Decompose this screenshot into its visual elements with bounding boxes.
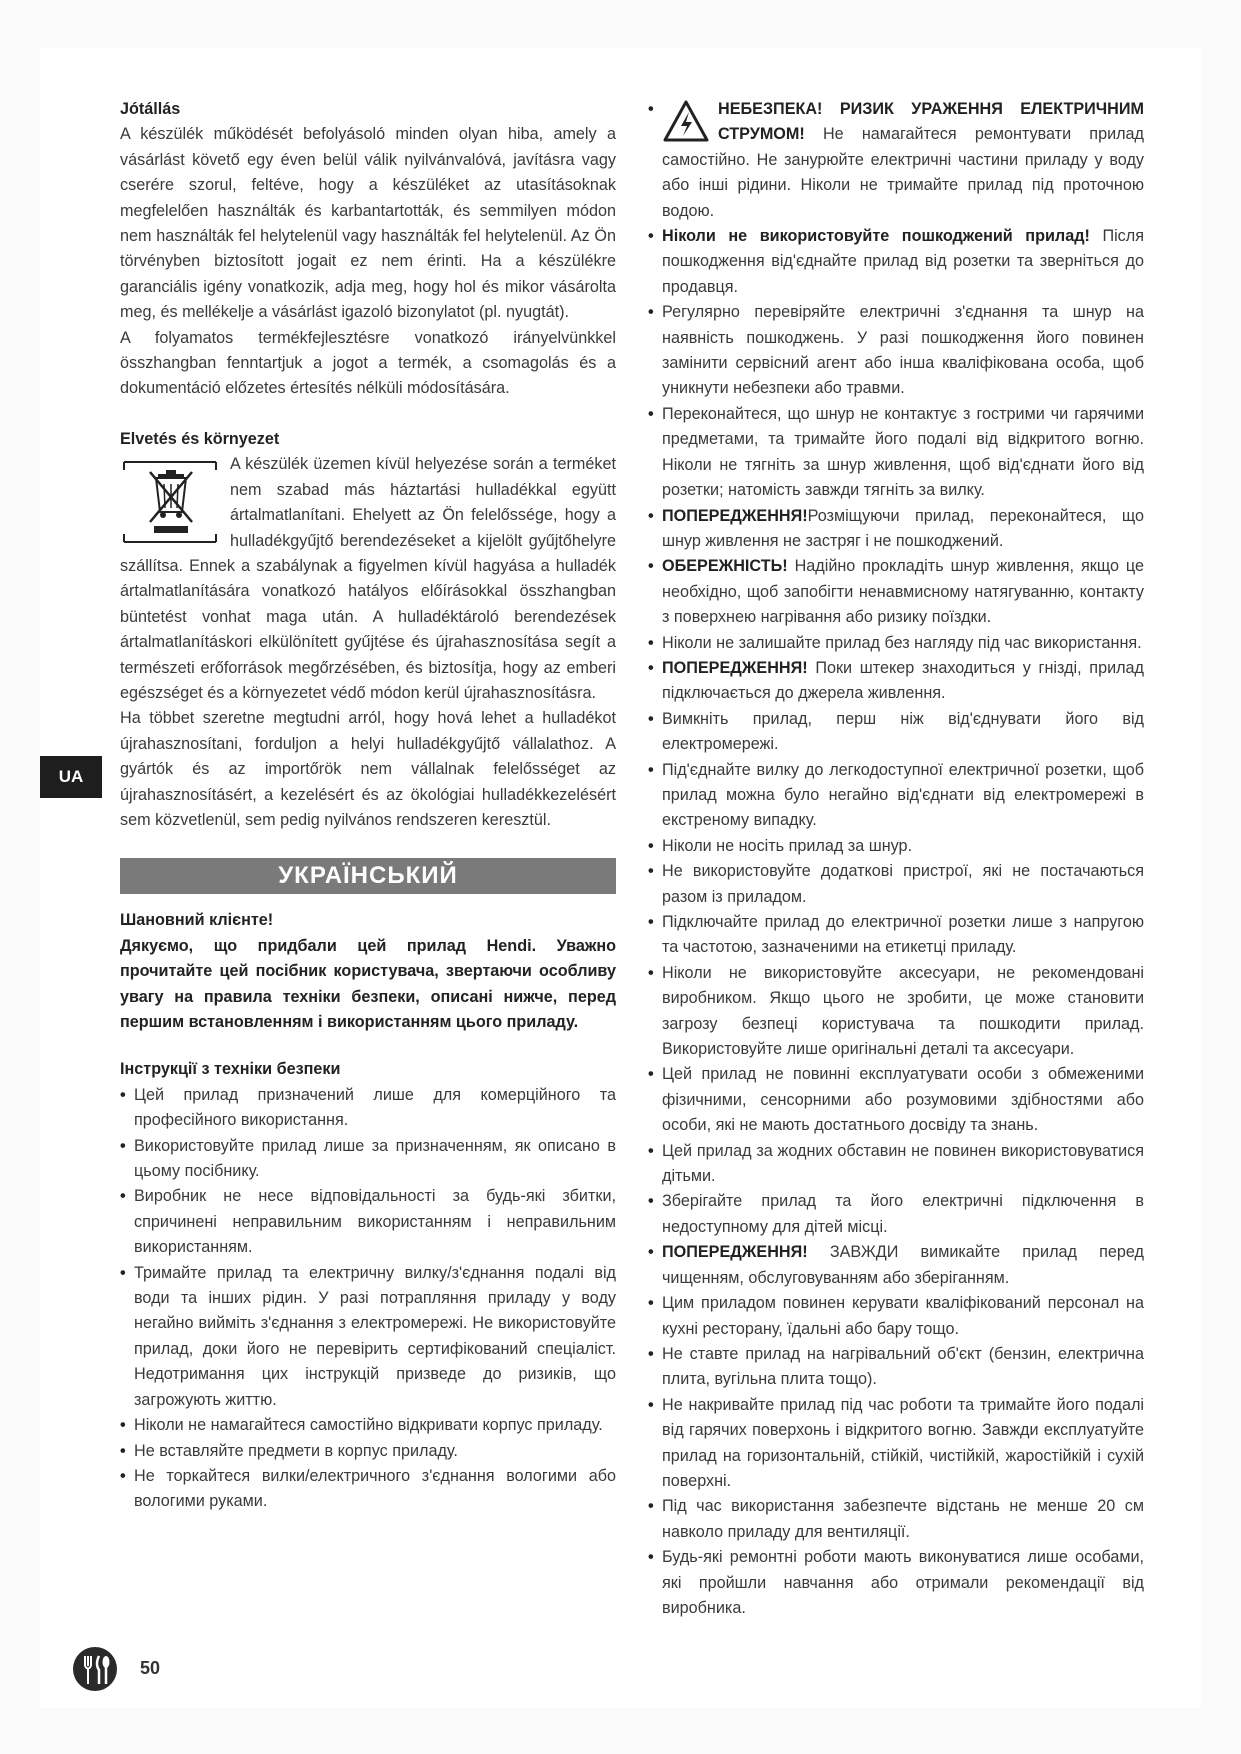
list-item: • Не вставляйте предмети в корпус приладу. — [120, 1439, 616, 1464]
item-label: ПОПЕРЕДЖЕННЯ! — [662, 658, 808, 677]
item-text: Розміщуючи прилад, переконайтеся, що шнур живлення не застряг і не пошкоджений. — [662, 506, 1144, 550]
disposal-section — [120, 452, 616, 706]
list-item — [648, 1189, 1144, 1240]
item-text: Не ставте прилад на нагрівальний об'єкт (бензин, електрична плита, вугільна плита тощо). — [662, 1344, 1144, 1389]
list-item — [648, 504, 1144, 555]
item-text: Під'єднайте вилку до легкодоступної електричної розетки, щоб прилад можна було негайно від'єднати від електромережі в екстреному випадку. — [662, 760, 1144, 830]
list-item — [648, 1291, 1144, 1342]
warranty-paragraph-1: A készülék működését befolyásoló minden olyan hiba, amely a vásárlást követő egy éven belül válik nyilvánvalóvá, javításra vagy cserére szorul, feltéve, hogy a készüléket az utasításoknak megfelelően használták és karbantartották, és semmilyen módon nem használták fel helytelenül vagy használták fel helytelenül. Az Ön törvényben biztosított jogait ez nem érinti. Ha a készülékre garanciális igény vonatkozik, adja meg, hogy hol és mikor vásárolta meg, és mellékelje a vásárlást igazoló bizonylatot (pl. nyugtát). — [120, 125, 616, 322]
page-number: 50 — [140, 1658, 161, 1678]
list-item — [648, 1139, 1144, 1190]
item-text: Поки штекер знаходиться у гнізді, прилад підключається до джерела живлення. — [662, 658, 1145, 703]
list-item: • Не торкайтеся вилки/електричного з'єднання вологими або вологими руками. — [120, 1464, 616, 1515]
danger-text: Не намагайтеся ремонтувати прилад самостійно. Не занурюйте електричні частини приладу у воду або інші рідини. Ніколи не тримайте прилад під проточною водою. — [662, 125, 1145, 220]
list-item — [648, 402, 1144, 504]
item-label: ОБЕРЕЖНІСТЬ! — [662, 557, 788, 576]
list-item — [648, 859, 1144, 910]
disposal-title: Elvetés és környezet — [120, 429, 280, 448]
list-item — [648, 758, 1144, 834]
item-text: Ніколи не залишайте прилад без нагляду під час використання. — [662, 633, 1142, 652]
item-text: Цей прилад не повинні експлуатувати особи з обмеженими фізичними, сенсорними або розумовими здібностями або особи, які не мають достатнього досвіду та знань. — [662, 1065, 1144, 1135]
safety-title: Інструкції з техніки безпеки — [120, 1060, 341, 1079]
left-safety-list — [120, 1083, 616, 1515]
list-item — [648, 1494, 1144, 1545]
cutlery-logo-icon — [72, 1646, 118, 1692]
list-item — [648, 707, 1144, 758]
item-text: Будь-які ремонтні роботи мають виконуватися лише особами, які пройшли навчання або отримали рекомендації від виробника. — [662, 1548, 1144, 1617]
list-item — [648, 1545, 1144, 1621]
item-text: Ніколи не використовуйте аксесуари, не рекомендовані виробником. Якщо цього не зробити, це може становити загрозу безпеці користувача та пошкодити прилад. Використовуйте лише оригінальні деталі та аксесуари. — [662, 963, 1144, 1059]
item-text: Цей прилад за жодних обставин не повинен використовуватися дітьми. — [662, 1141, 1144, 1186]
list-item — [648, 1342, 1144, 1393]
item-text: Під час використання забезпечте відстань не менше 20 см навколо приладу для вентиляції. — [662, 1497, 1144, 1541]
item-text: ЗАВЖДИ вимикайте прилад перед чищенням, обслуговуванням або зберіганням. — [662, 1243, 1145, 1287]
list-item: • Ніколи не намагайтеся самостійно відкривати корпус приладу. — [120, 1413, 616, 1438]
list-item — [648, 300, 1144, 402]
list-item: • Використовуйте прилад лише за призначенням, як описано в цьому посібнику. — [120, 1134, 616, 1185]
list-item: • Виробник не несе відповідальності за будь-які збитки, спричинені неправильним використанням і неправильним використанням. — [120, 1184, 616, 1260]
list-item — [648, 554, 1144, 630]
greeting: Шановний клієнте! — [120, 911, 274, 930]
warranty-title: Jótállás — [120, 100, 181, 118]
language-tab: UA — [40, 756, 102, 798]
danger-item — [648, 97, 1144, 224]
danger-label: НЕБЕЗПЕКА! РИЗИК УРАЖЕННЯ ЕЛЕКТРИЧНИМ СТРУМОМ! — [718, 100, 1144, 144]
disposal-paragraph-2: Ha többet szeretne megtudni arról, hogy hová lehet a hulladékot újrahasznosítani, forduljon a helyi hulladékgyűjtő vállalathoz. A gyártók és az importőrök nem vállalnak felelősséget az újrahasznosításért, a kezelésért és az ökológiai hulladékkezelésért sem közvetlenül, sem pedig nyilvános rendszeren keresztül. — [120, 709, 616, 829]
list-item — [648, 1240, 1144, 1291]
item-text: Регулярно перевіряйте електричні з'єднання та шнур на наявність пошкоджень. У разі пошкодження його повинен замінити сервісний агент або інша кваліфікована особа, щоб уникнути небезпеки або травми. — [662, 303, 1144, 398]
item-label: Ніколи не використовуйте пошкоджений прилад! — [662, 227, 1090, 246]
item-text: Підключайте прилад до електричної розетки лише з напругою та частотою, зазначеними на етикетці приладу. — [662, 913, 1144, 957]
item-label: ПОПЕРЕДЖЕННЯ! — [662, 506, 808, 525]
disposal-paragraph-1: A készülék üzemen kívül helyezése során a terméket nem szabad más háztartási hulladékkal együtt ártalmatlanítani. Ehelyett az Ön felelőssége, hogy a hulladékgyűjtő berendezéseket a kijelölt gyűjtőhelyre szállítsa. Ennek a szabálynak a figyelmen kívül hagyása a hulladék ártalmatlanítására vonatkozó hatályos előírásokkal összhangban büntetést vonhat maga után. A hulladéktároló berendezések ártalmatlanításkori elkülönített gyűjtése és újrahasznosítása segít a természeti erőforrások megőrzésében, és biztosítja, hogy az emberi egészséget és a környezetet védő módon kerül újrahasznosításra. — [120, 455, 616, 702]
list-item — [648, 1393, 1144, 1495]
list-item — [648, 656, 1144, 707]
section-banner: УКРАЇНСЬКИЙ — [120, 858, 616, 894]
item-text: Після пошкодження від'єднайте прилад від розетки та зверніться до продавця. — [662, 227, 1144, 296]
list-item — [648, 224, 1144, 300]
item-text: Ніколи не носіть прилад за шнур. — [662, 836, 913, 855]
right-column — [648, 97, 1144, 1621]
item-text: Переконайтеся, що шнур не контактує з гострими чи гарячими предметами, та тримайте його подалі від відкритого вогню. Ніколи не тягніть за шнур живлення, щоб від'єднати його від розетки; натомість завжди тягніть за вилку. — [662, 404, 1144, 500]
right-safety-list — [648, 97, 1144, 1621]
list-item — [648, 961, 1144, 1063]
item-text: Цим приладом повинен керувати кваліфікований персонал на кухні ресторану, їдальні або бару тощо. — [662, 1294, 1144, 1338]
item-text: Вимкніть прилад, перш ніж від'єднувати його від електромережі. — [662, 709, 1144, 754]
warranty-paragraph-2: A folyamatos termékfejlesztésre vonatkozó irányelvünkkel összhangban fenntartjuk a jogot a termék, a csomagolás és a dokumentáció előzetes értesítés nélküli módosítására. — [120, 328, 616, 398]
list-item — [648, 834, 1144, 859]
item-text: Не накривайте прилад під час роботи та тримайте його подалі від гарячих поверхонь і відкритого вогню. Завжди експлуатуйте прилад на горизонтальній, стійкій, чистійкій, жаростійкій і сухій поверхні. — [662, 1395, 1144, 1490]
list-item: • Тримайте прилад та електричну вилку/з'єднання подалі від води та інших рідин. У разі потрапляння приладу у воду негайно вийміть з'єднання з електромережі. Не використовуйте прилад, доки його не перевірить сертифікований спеціаліст. Недотримання цих інструкцій призведе до ризиків, що загрожують життю. — [120, 1261, 616, 1413]
item-text: Надійно прокладіть шнур живлення, якщо це необхідно, щоб запобігти ненавмисному натягуванню, контакту з поверхнею нагрівання або ризику поїздки. — [662, 557, 1145, 627]
list-item — [648, 631, 1144, 656]
list-item — [648, 1062, 1144, 1138]
item-label: ПОПЕРЕДЖЕННЯ! — [662, 1243, 808, 1262]
list-item — [648, 910, 1144, 961]
list-item: • Цей прилад призначений лише для комерційного та професійного використання. — [120, 1083, 616, 1134]
left-column — [120, 97, 616, 1515]
item-text: Не використовуйте додаткові пристрої, які не постачаються разом із приладом. — [662, 862, 1144, 906]
item-text: Зберігайте прилад та його електричні підключення в недоступному для дітей місці. — [662, 1192, 1144, 1236]
intro-paragraph: Дякуємо, що придбали цей прилад Hendi. Уважно прочитайте цей посібник користувача, звертаючи особливу увагу на правила техніки безпеки, описані нижче, перед першим встановленням і використанням цього приладу. — [120, 936, 616, 1031]
electric-hazard-icon — [662, 99, 710, 143]
weee-bin-icon — [120, 460, 220, 544]
